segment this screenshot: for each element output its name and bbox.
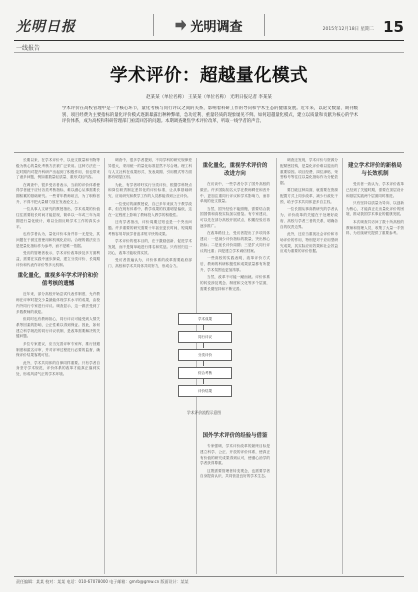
- paragraph: 受访者普遍认为，评价体系的改革需要政府部门、高校和学术共同体共同努力，形成合力。: [108, 258, 192, 269]
- paragraph: 也有学者认为，量化评价本身并非一无是处，其问题在于被过度使用和机械化应用。合理的做法应当是把量化指标作为参考，而不是唯一依据。: [16, 232, 100, 248]
- column-3-top: [200, 158, 270, 308]
- paragraph: 此外，还应当重视社会评价和市场评价的作用，特别是对于应用型研究成果，其实际应用效果和社会效益应成为重要的评价依据。: [280, 232, 338, 254]
- col1-paragraphs: [16, 158, 100, 268]
- paragraph: 这既需要管理者转变观念，也需要学者自身提高认识，共同营造良好的学术生态。: [200, 468, 270, 479]
- column-banner: [153, 14, 265, 36]
- subhead-1: 重化量化，重视多年学术评价和价值考核的遗憾: [17, 273, 99, 288]
- column-title: 光明调查: [190, 19, 243, 35]
- column-3-bottom: [200, 428, 270, 574]
- column-separator: [342, 158, 343, 574]
- diagram-box: 分类评价: [178, 349, 232, 361]
- paragraph: 专家强调，学术评价改革的最终目标是建立科学、公正、开放的评价体系，使真正有价值的研究成果得到认可，使潜心治学的学者获得尊重。: [200, 444, 270, 466]
- issue-date: 2015年12月18日 星期二: [322, 27, 374, 32]
- paragraph: 但同时也有教师担心，同行评议可能受到人情关系等因素的影响，公正性难以得到保证。因此，如何建立科学规范的同行评议机制，是改革需要解决的关键问题。: [16, 317, 100, 339]
- diagram-arrow: [203, 378, 204, 384]
- paragraph: 受访的管理者表示，学术评价改革涉及多方面利益，需要在实践中逐步探索，建立分类评价、长周期评价和代表作评价等多元机制。: [16, 250, 100, 267]
- subhead-4: 建立学术评价的新格局与长效机制: [348, 163, 402, 177]
- paragraph: 一位受访的副教授说，自己多年来致力于教学改革，但在现有体系中，教学成果的权重明显偏低，这在一定程度上影响了教师投入教学的积极性。: [108, 201, 192, 218]
- col4-paragraphs: [280, 158, 338, 255]
- col3b-paragraphs: [200, 444, 270, 480]
- footer-rule: [14, 576, 404, 577]
- paragraph: 一些高校的实践表明，改革评价方式后，教师的科研积极性和成果质量都有所提升，学术氛围也更加浓厚。: [200, 256, 270, 272]
- subhead-3: 国外学术评价的经验与借鉴: [202, 433, 268, 439]
- col4b-paragraphs: [346, 182, 404, 237]
- diagram-arrow: [203, 360, 204, 366]
- paragraph: 一位从事人文研究的教授指出，学术成果的价值往往需要较长时间才能显现，简单以一年或三年为周期进行量化统计，难以全面反映学术工作的真实水平。: [16, 207, 100, 229]
- headline: 学术评价：超越量化模式: [110, 66, 308, 86]
- paragraph: 一位长期从事高教研究的学者认为，评价改革的关键在于处理好政府、高校与学者三者的关系，明确各自的权责边界。: [280, 207, 338, 229]
- header-rule: [14, 40, 404, 41]
- column-separator: [104, 158, 105, 574]
- paragraph: 在改革路径上，受访者提出了多项具体建议：一是减少评价指标的数量，突出核心指标；二是延长评价周期；三是扩大同行评议的比重；四是建立学术诚信档案。: [200, 231, 270, 253]
- paragraph: 当然，改革不可能一蹴而就。评价体系的转变涉及观念、制度和文化等多个层面，需要长期坚持和不断完善。: [200, 274, 270, 291]
- col3-paragraphs: [200, 182, 270, 292]
- paragraph: 在访谈中，一些学者分享了国外高校的做法。许多国际知名大学在教师聘任和晋升中，更加注重同行评议和学术影响力，而非单纯的论文数量。: [200, 182, 270, 204]
- subhead-2: 重化量化，重视学术评价的改进方向: [202, 163, 268, 177]
- paragraph: 调查中，很多学者提到，不同学科的研究规律差异很大，采用统一的量化标准显然不尽合理。理工科与人文社科在成果形式、发表周期、引用模式等方面都有明显区别。: [108, 158, 192, 180]
- column-1: [16, 158, 100, 574]
- header-rule-thin: [14, 52, 404, 53]
- diagram-box: 评价结果: [178, 385, 232, 397]
- col1b-paragraphs: [16, 292, 100, 378]
- column-4: [280, 158, 338, 574]
- footer: 责任编辑：某某 校对：某某 电话：010-67078000 电子邮箱：gmrb@gmw.cn 版面设计：某某: [16, 579, 189, 584]
- paragraph: 学术评价的根本目的，在于激励创新、促进学术发展，而不是简单地进行排名和奖惩。只有回归这一初心，改革才能取得实效。: [108, 239, 192, 255]
- byline: 赵某某（单位名称） 王某某（单位名称） 光明日报记者 李某某: [146, 95, 272, 100]
- diagram-caption: 学术评价流程示意图: [186, 410, 222, 415]
- paragraph: 当然，国外经验不能照搬，需要结合我国国情和高校实际加以借鉴。有专家建议，可以先在部分高校开展试点，积累经验后再逐步推广。: [200, 206, 270, 229]
- paragraph: 在调查中，很多受访者表示，当前的评价体系使得学者疲于应付各类考核指标，难以潜心从事需要长期积累的基础研究。一些青年教师坦言，为了职称晋升，不得不把大量精力放在发表论文上。: [16, 182, 100, 205]
- paragraph: 调查还发现，学术评价与资源分配紧密挂钩，是量化评价难以退出的重要原因。项目经费、岗位津贴、荣誉称号等往往以量化指标作为分配依据。: [280, 158, 338, 186]
- abstract: 学术评价在高校管理中是一个核心环节，量化考核与同行评议之间的关系，影响着科研工作的导向和学术生态的健康发展。近年来，以论文数量、期刊级别、项目经费为主要指标的量化评价模式逐渐暴露出种种弊端，急功近利、重量轻质的现象屡见不鲜。如何超越量化模式，建立以质量和贡献为核心的学术评价体系，成为高校和科研管理部门亟需回答的问题。本期调查聚焦学术评价改革，听取一线学者的声音。: [62, 106, 358, 125]
- arrow-icon: [175, 20, 186, 31]
- column-5: [346, 158, 404, 574]
- flow-diagram: [172, 313, 236, 421]
- abstract-rule: [14, 152, 404, 153]
- paragraph: 近年来，部分高校开始尝试代表作制度，允许教师在评审时提交少量最能体现学术水平的成果，由校内外同行专家进行评议。调查显示，这一做法受到了多数教师的欢迎。: [16, 292, 100, 314]
- paragraph: 本次调查共访问了数十所高校的教师和管理人员，收集了大量一手资料，为后续研究提供了重要参考。: [346, 219, 404, 236]
- paragraph: 要打破这种局面，就需要在资源配置方式上同步改革，减少行政化干预，给予学术共同体更多自主权。: [280, 188, 338, 205]
- diagram-arrow: [203, 324, 204, 330]
- paragraph: 此外，学术共同体的自律同样重要。只有学者自身坚守学术规范，评价体系的改革才能真正落到实处，形成风清气正的学术环境。: [16, 360, 100, 377]
- diagram-box: 综合考核: [178, 367, 232, 379]
- diagram-arrow: [203, 342, 204, 348]
- page-number: 15: [383, 18, 404, 36]
- paragraph: 受访者一致认为，学术评价改革已经到了关键时期，需要在顶层设计和基层实践两个层面同时推进。: [346, 182, 404, 198]
- column-separator: [276, 158, 277, 574]
- paragraph: 只有坚持以质量为导向、以创新为核心，才能真正走出量化评价的困境，推动我国学术事业的健康发展。: [346, 200, 404, 217]
- masthead: 光明日报: [16, 19, 76, 35]
- paragraph: 多位专家建议，应当完善评审专家库，推行回避制度和匿名评审，并对评审过程进行必要的监督，确保评价结果客观可信。: [16, 341, 100, 358]
- paragraph: 长期以来，在学术评价中，以论文数量和刊物等级为核心的量化考核方法被广泛采用。这种方法在一定时期内对提升科研产出起到了积极作用，但也带来了诸多问题，例如重数量轻质量、重形式轻内容。: [16, 158, 100, 180]
- diagram-box: 同行评议: [178, 331, 232, 343]
- paragraph: 为此，有学者呼吁实行分类评价，根据学科特点和岗位职责制定差异化的评价标准，让从事基础研究、应用研究和教学工作的人员都能得到公正评价。: [108, 182, 192, 199]
- section-tag: 一线报告: [16, 45, 41, 52]
- col2-paragraphs: [108, 158, 192, 270]
- diagram-box: 学术成果: [178, 313, 232, 325]
- paragraph: 还有学者指出，评价周期过短也是一个突出问题。许多重要的研究需要十年甚至更长时间，短周期考核容易导致学者追求短平快的成果。: [108, 220, 192, 237]
